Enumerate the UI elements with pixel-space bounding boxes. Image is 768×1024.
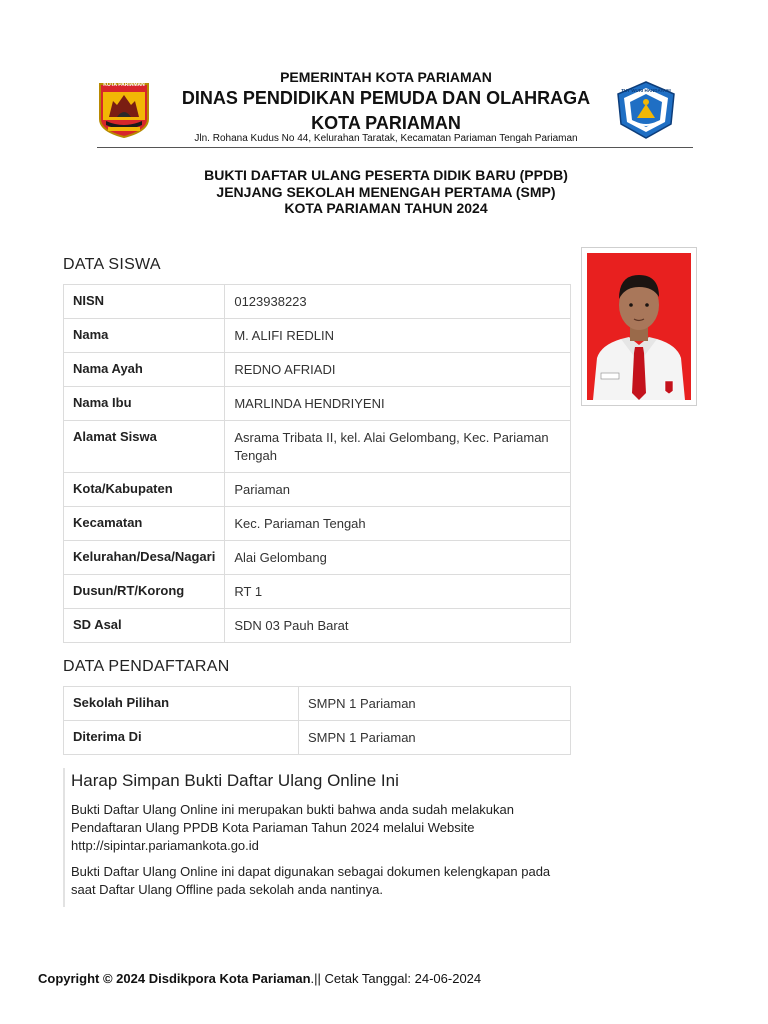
emblem-motto: TUT WURI HANDAYANI	[621, 88, 671, 93]
row-label-diterima-di: Diterima Di	[64, 721, 299, 755]
notice-paragraph-1: Bukti Daftar Ulang Online ini merupakan bukti bahwa anda sudah melakukan Pendaftaran Ulang PPDB Kota Pariaman Tahun 2024 melalui Website http://sipintar.pariamankota.go.id	[71, 802, 514, 853]
table-row	[64, 687, 571, 721]
kota-pariaman-emblem	[97, 81, 151, 139]
table-row	[64, 319, 571, 353]
document-title-line2: JENJANG SEKOLAH MENENGAH PERTAMA (SMP)	[216, 184, 556, 200]
row-value-kecamatan: Kec. Pariaman Tengah	[225, 507, 571, 541]
row-value-kota: Pariaman	[225, 473, 571, 507]
row-value-sd-asal: SDN 03 Pauh Barat	[225, 609, 571, 643]
row-label-kota: Kota/Kabupaten	[64, 473, 225, 507]
notice-block	[63, 768, 561, 907]
row-label-dusun: Dusun/RT/Korong	[64, 575, 225, 609]
row-label-kecamatan: Kecamatan	[64, 507, 225, 541]
notice-paragraph-2: Bukti Daftar Ulang Online ini dapat digunakan sebagai dokumen kelengkapan pada saat Daftar Ulang Offline pada sekolah anda nantinya.	[71, 864, 551, 897]
table-row	[64, 541, 571, 575]
letterhead-department: DINAS PENDIDIKAN PEMUDA DAN OLAHRAGA	[181, 88, 591, 108]
row-label-nama-ibu: Nama Ibu	[64, 387, 225, 421]
table-row	[64, 421, 571, 473]
letterhead-address: Jln. Rohana Kudus No 44, Kelurahan Taratak, Kecamatan Pariaman Tengah Pariaman	[194, 133, 578, 144]
student-photo	[581, 247, 697, 406]
section-heading-data-siswa: DATA SISWA	[63, 256, 161, 273]
row-value-sekolah-pilihan: SMPN 1 Pariaman	[299, 687, 571, 721]
emblem-text: KOTA PARIAMAN	[103, 82, 145, 88]
table-row	[64, 353, 571, 387]
table-row	[64, 507, 571, 541]
row-value-dusun: RT 1	[225, 575, 571, 609]
table-row	[64, 575, 571, 609]
footer-copyright: Copyright © 2024 Disdikpora Kota Pariaman	[38, 971, 311, 986]
row-label-alamat: Alamat Siswa	[64, 421, 225, 473]
row-value-nama-ayah: REDNO AFRIADI	[225, 353, 571, 387]
student-data-table	[63, 284, 571, 643]
row-value-kelurahan: Alai Gelombang	[225, 541, 571, 575]
row-label-sekolah-pilihan: Sekolah Pilihan	[64, 687, 299, 721]
registration-data-table	[63, 686, 571, 755]
section-heading-data-pendaftaran: DATA PENDAFTARAN	[63, 658, 230, 675]
row-label-nama: Nama	[64, 319, 225, 353]
document-title-line1: BUKTI DAFTAR ULANG PESERTA DIDIK BARU (PPDB)	[204, 167, 568, 183]
row-value-diterima-di: SMPN 1 Pariaman	[299, 721, 571, 755]
table-row	[64, 387, 571, 421]
document-title-line3: KOTA PARIAMAN TAHUN 2024	[284, 200, 488, 216]
row-label-sd-asal: SD Asal	[64, 609, 225, 643]
footer-separator: .||	[310, 971, 325, 986]
row-value-nisn: 0123938223	[225, 285, 571, 319]
table-row	[64, 609, 571, 643]
row-label-nama-ayah: Nama Ayah	[64, 353, 225, 387]
letterhead-divider	[97, 147, 693, 148]
letterhead-government: PEMERINTAH KOTA PARIAMAN	[280, 69, 492, 85]
table-row	[64, 285, 571, 319]
row-label-kelurahan: Kelurahan/Desa/Nagari	[64, 541, 225, 575]
row-value-alamat: Asrama Tribata II, kel. Alai Gelombang, Kec. Pariaman Tengah	[225, 421, 571, 473]
letterhead-city: KOTA PARIAMAN	[311, 113, 461, 133]
row-label-nisn: NISN	[64, 285, 225, 319]
page-footer	[38, 971, 481, 986]
row-value-nama-ibu: MARLINDA HENDRIYENI	[225, 387, 571, 421]
row-value-nama: M. ALIFI REDLIN	[225, 319, 571, 353]
table-row	[64, 473, 571, 507]
footer-print-date: Cetak Tanggal: 24-06-2024	[324, 971, 482, 986]
notice-title: Harap Simpan Bukti Daftar Ulang Online Ini	[71, 771, 399, 790]
table-row	[64, 721, 571, 755]
student-portrait	[587, 253, 691, 400]
